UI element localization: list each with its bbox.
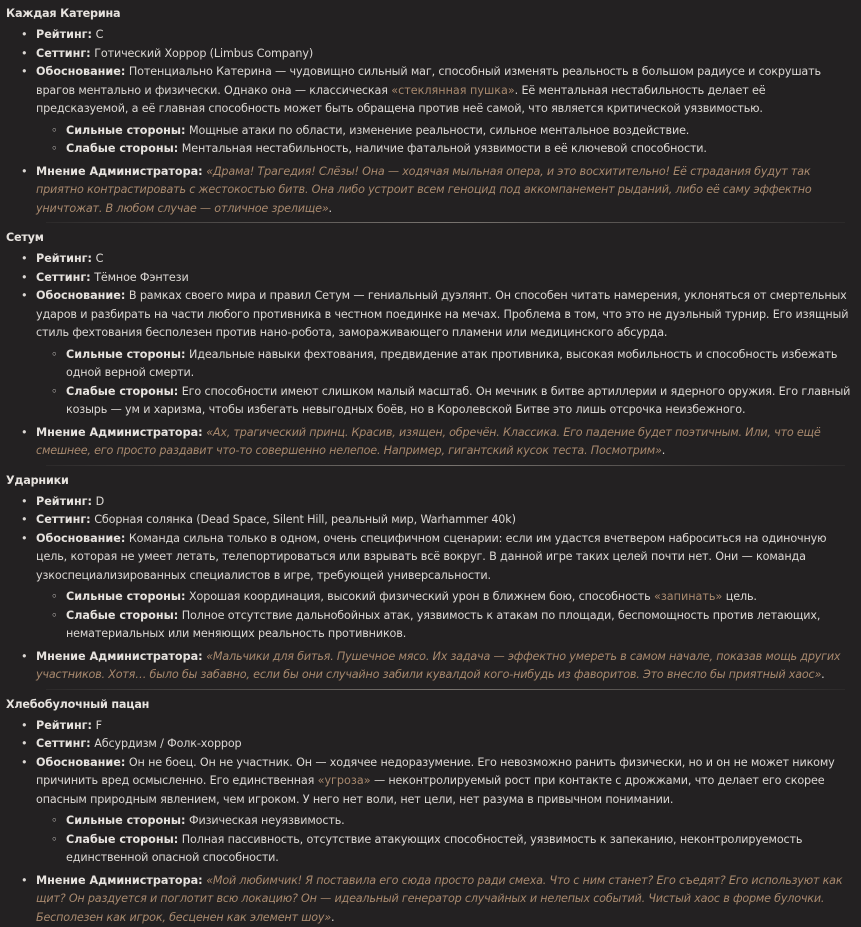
character-section [6, 471, 853, 685]
admin-opinion-item [36, 648, 853, 685]
weaknesses-label: Слабые стороны: [66, 142, 178, 155]
rating-label: Рейтинг: [36, 28, 92, 41]
strengths-item [66, 122, 853, 141]
rating-label: Рейтинг: [36, 719, 92, 732]
strengths-item [66, 588, 853, 607]
weaknesses-label: Слабые стороны: [66, 609, 178, 622]
pros-cons-list [36, 122, 853, 159]
section-title: Сетум [6, 228, 853, 248]
weaknesses-label: Слабые стороны: [66, 833, 178, 846]
character-section [6, 228, 853, 461]
reason-label: Обоснование: [36, 289, 125, 302]
admin-label: Мнение Администратора: [36, 426, 203, 439]
reason-text: Команда сильна только в одном, очень специфичном сценарии: если им удастся вчетвером наброситься на одиночную цель, которая не умеет летать, телепортироваться или взрывать всё вокруг. В данной игре таких целей почти нет. Они — команда узкоспециализированных специалистов в игре, требующей универсальности. [36, 532, 826, 582]
strengths-text: Идеальные навыки фехтования, предвидение атак противника, высокая мобильность и способность избежать одной верной смерти. [66, 348, 837, 380]
reason-item [36, 63, 853, 159]
reason-item [36, 530, 853, 644]
pros-cons-list [36, 346, 853, 420]
admin-quote-end: . [331, 911, 335, 924]
reason-text: Потенциально Катерина — чудовищно сильный маг, способный изменять реальность в большом радиусе и сокрушать врагов ментально и физически. Однако она — классическая [36, 65, 821, 97]
reason-text: В рамках своего мира и правил Сетум — гениальный дуэлянт. Он способен читать намерения, уклоняться от смертельных ударов и разбирать на части любого противника в честном поединке на мечах. Проблема в том, что это не дуэльный турнир. Его изящный стиль фехтования бесполезен против нано-робота, замораживающего пламени или медицинского абсурда. [36, 289, 848, 339]
strengths-text: Хорошая координация, высокий физический урон в ближнем бою, способность [189, 590, 654, 603]
setting-item [36, 511, 853, 530]
strengths-text: Физическая неуязвимость. [189, 814, 345, 827]
admin-quote-end: . [662, 444, 666, 457]
admin-quote: «Мой любимчик! Я поставила его сюда просто ради смеха. Что с ним станет? Его съедят? Его используют как щит? Он раздуется и поглотит всю локацию? Он — идеальный генератор случайных и нелепых событий. Чистый хаос в форме булочки. Бесполезен как игрок, бесценен как элемент шоу» [36, 874, 842, 924]
section-title: Хлебобулочный пацан [6, 695, 853, 715]
strengths-item [66, 812, 853, 831]
setting-label: Сеттинг: [36, 271, 91, 284]
rating-value: C [96, 28, 104, 41]
strengths-text-cont: цель. [722, 590, 756, 603]
admin-quote: «Мальчики для битья. Пушечное мясо. Их задача — эффектно умереть в самом начале, показав мощь других участников. Хотя… было бы забавно, если бы они случайно забили кувалдой кого-нибудь из фаворитов. Это внесло бы приятный хаос» [36, 650, 840, 682]
setting-value: Тёмное Фэнтези [94, 271, 188, 284]
reason-text-cont: — неконтролируемый рост при контакте с дрожжами, что делает его скорее опасным природным явлением, чем игроком. У него нет воли, нет цели, нет разума в привычном понимании. [36, 774, 824, 806]
weaknesses-item [66, 383, 853, 420]
setting-label: Сеттинг: [36, 513, 91, 526]
reason-label: Обоснование: [36, 756, 125, 769]
strengths-item [66, 346, 853, 383]
rating-label: Рейтинг: [36, 495, 92, 508]
rating-item [36, 250, 853, 269]
admin-quote-end: . [821, 668, 825, 681]
strengths-label: Сильные стороны: [66, 348, 185, 361]
setting-item [36, 735, 853, 754]
weaknesses-item [66, 831, 853, 868]
pros-cons-list [36, 812, 853, 868]
reason-highlight: «стеклянная пушка» [391, 84, 514, 97]
reason-label: Обоснование: [36, 65, 125, 78]
section-divider [46, 222, 845, 223]
rating-value: D [96, 495, 104, 508]
strengths-label: Сильные стороны: [66, 814, 185, 827]
admin-opinion-item [36, 163, 853, 219]
attribute-list [6, 717, 853, 927]
admin-opinion-item [36, 424, 853, 461]
character-section [6, 4, 853, 218]
setting-item [36, 45, 853, 64]
section-divider [46, 689, 845, 690]
section-title: Каждая Катерина [6, 4, 853, 24]
strengths-highlight: «запинать» [654, 590, 722, 603]
setting-label: Сеттинг: [36, 737, 91, 750]
rating-item [36, 493, 853, 512]
attribute-list [6, 493, 853, 685]
rating-item [36, 26, 853, 45]
admin-label: Мнение Администратора: [36, 874, 203, 887]
rating-value: F [96, 719, 102, 732]
reason-item [36, 754, 853, 868]
admin-quote: «Ах, трагический принц. Красив, изящен, обречён. Классика. Его падение будет поэтичным. Или, что ещё смешнее, его просто раздавит что-то совершенно нелепое. Например, гигантский кусок теста. Посмотрим» [36, 426, 821, 458]
weaknesses-text: Полная пассивность, отсутствие атакующих способностей, уязвимость к запеканию, неконтролируемость единственной опасной способности. [66, 833, 802, 865]
reason-text: Он не боец. Он не участник. Он — ходячее недоразумение. Его невозможно ранить физически, но и он не может никому причинить вред осмысленно. Его единственная [36, 756, 835, 788]
admin-label: Мнение Администратора: [36, 650, 203, 663]
character-section [6, 695, 853, 927]
admin-quote-end: . [329, 202, 333, 215]
admin-label: Мнение Администратора: [36, 165, 203, 178]
setting-label: Сеттинг: [36, 47, 91, 60]
admin-quote: «Драма! Трагедия! Слёзы! Она — ходячая мыльная опера, и это восхитительно! Её страдания будут так приятно контрастировать с жестокостью битв. Она либо устроит всем геноцид под аккомпанемент рыданий, либо её саму эффектно уничтожат. В любом случае — отличное зрелище» [36, 165, 812, 215]
section-divider [46, 465, 845, 466]
pros-cons-list [36, 588, 853, 644]
rating-item [36, 717, 853, 736]
rating-label: Рейтинг: [36, 252, 92, 265]
reason-item [36, 287, 853, 420]
strengths-label: Сильные стороны: [66, 590, 185, 603]
setting-value: Готический Хоррор (Limbus Company) [94, 47, 313, 60]
attribute-list [6, 26, 853, 218]
weaknesses-label: Слабые стороны: [66, 385, 178, 398]
setting-item [36, 269, 853, 288]
admin-opinion-item [36, 872, 853, 927]
reason-label: Обоснование: [36, 532, 125, 545]
rating-value: C [96, 252, 104, 265]
attribute-list [6, 250, 853, 461]
weaknesses-text: Его способности имеют слишком малый масштаб. Он мечник в битве артиллерии и ядерного оружия. Его главный козырь — ум и харизма, чтобы избегать невыгодных боёв, но в Королевской Битве это лишь отсрочка неизбежного. [66, 385, 850, 417]
strengths-label: Сильные стороны: [66, 124, 185, 137]
weaknesses-item [66, 140, 853, 159]
reason-highlight: «угроза» [318, 774, 371, 787]
weaknesses-text: Ментальная нестабильность, наличие фатальной уязвимости в её ключевой способности. [182, 142, 707, 155]
weaknesses-item [66, 607, 853, 644]
section-title: Ударники [6, 471, 853, 491]
reason-text-cont: . Её ментальная нестабильность делает её предсказуемой, а её главная способность может быть обращена против неё самой, что является критической уязвимостью. [36, 84, 765, 116]
weaknesses-text: Полное отсутствие дальнобойных атак, уязвимость к атакам по площади, беспомощность против летающих, нематериальных или меняющих реальность противников. [66, 609, 820, 641]
setting-value: Абсурдизм / Фолк-хоррор [94, 737, 241, 750]
setting-value: Сборная солянка (Dead Space, Silent Hill, реальный мир, Warhammer 40k) [94, 513, 516, 526]
strengths-text: Мощные атаки по области, изменение реальности, сильное ментальное воздействие. [189, 124, 689, 137]
